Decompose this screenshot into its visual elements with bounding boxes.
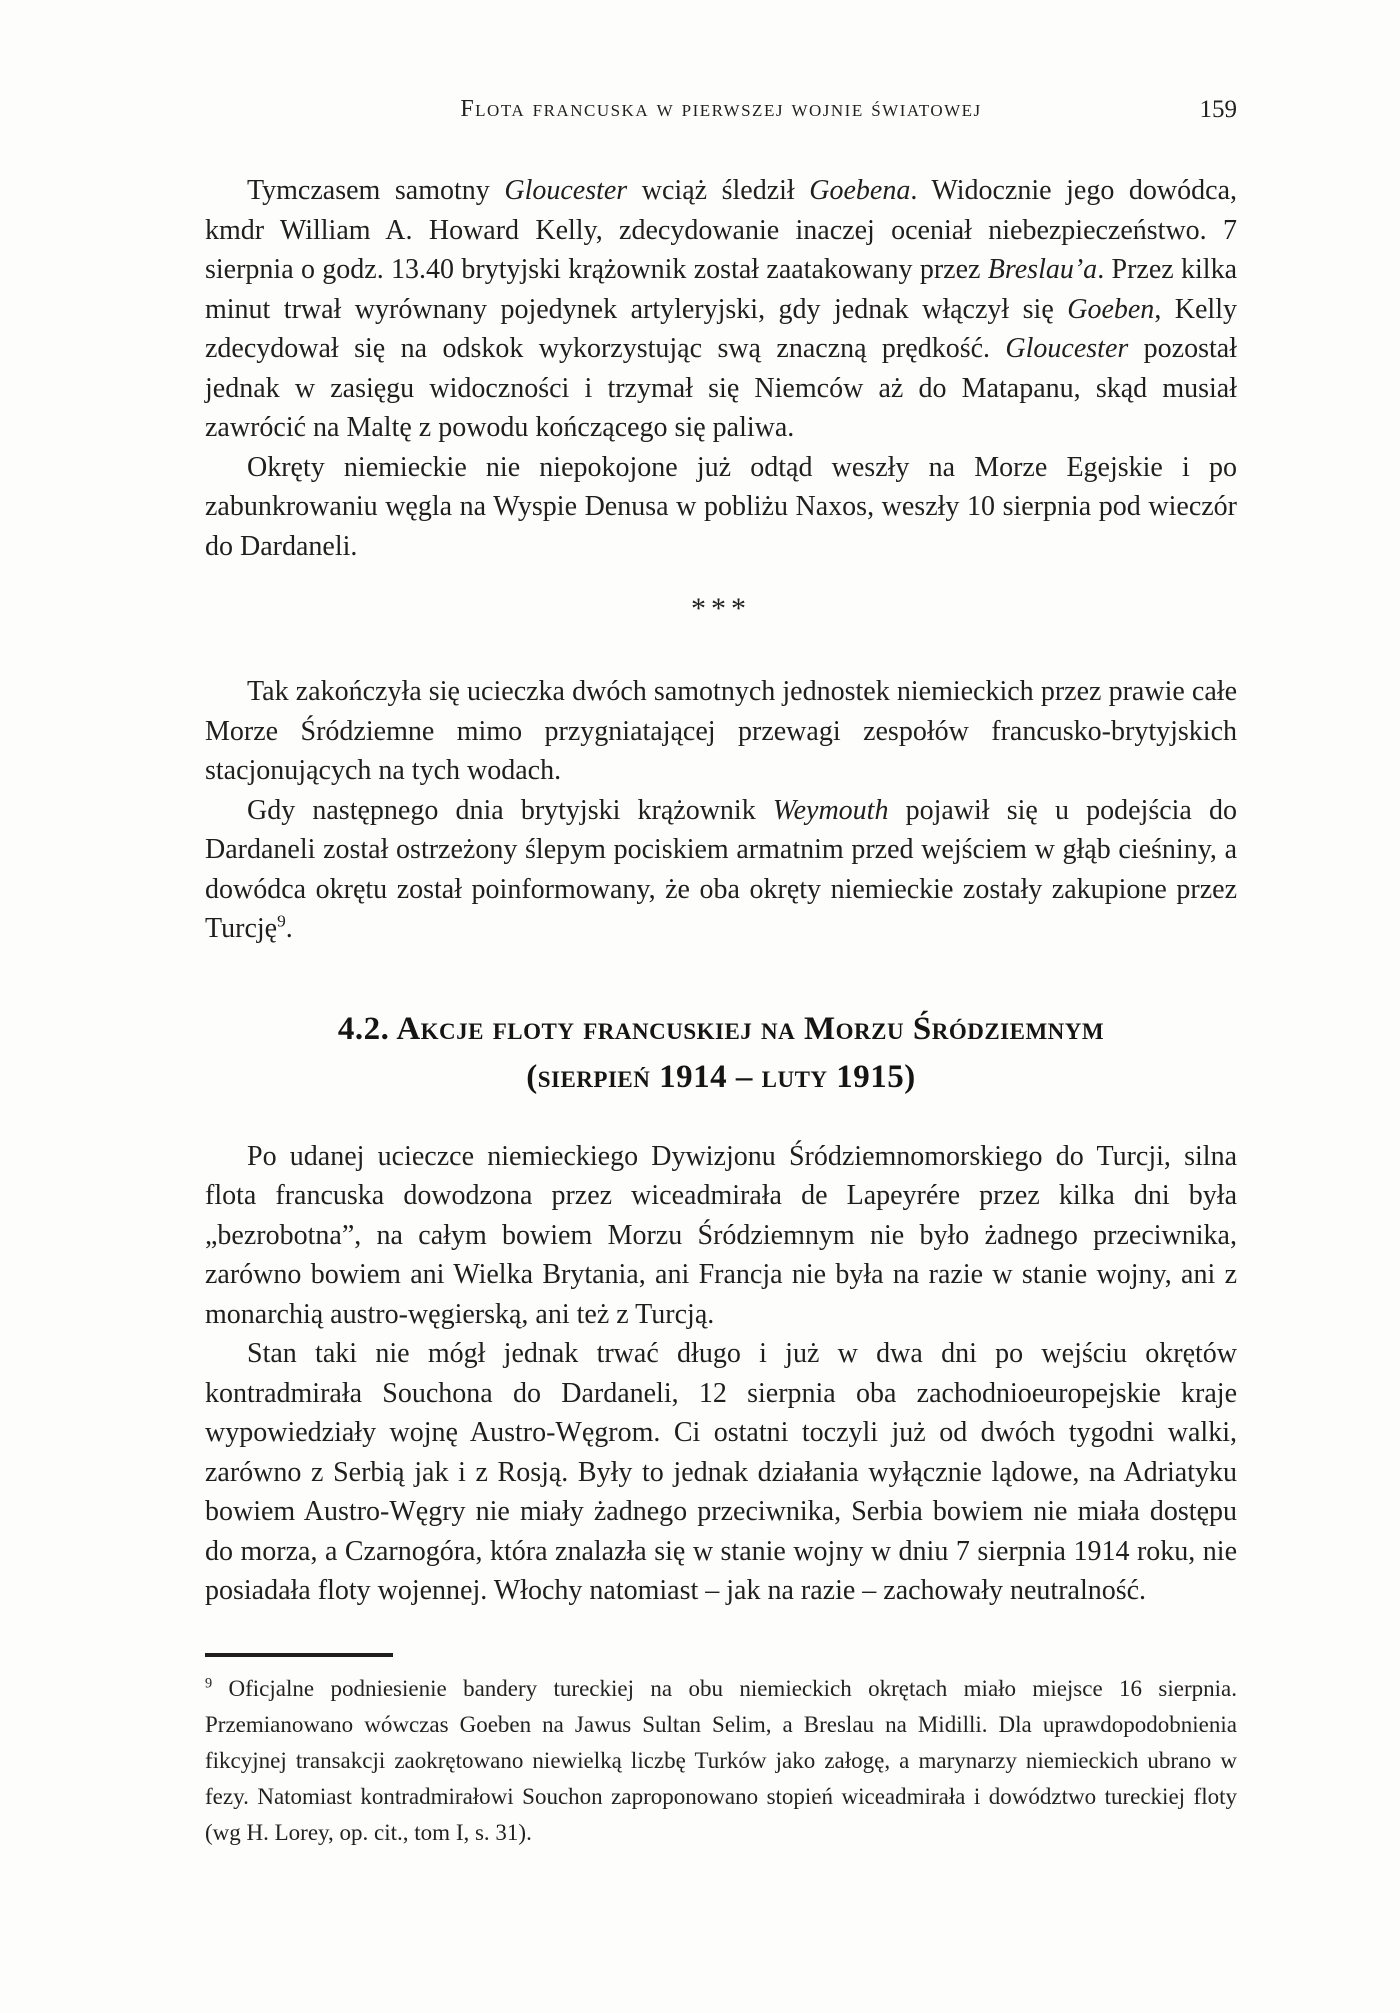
paragraph: Gdy następnego dnia brytyjski krążownik Weymouth pojawił się u podejścia do Dardaneli został ostrzeżony ślepym pociskiem armatnim przed wejściem w głąb cieśniny, a dowódca okrętu został poinformowany, że oba okręty niemieckie zostały zakupione przez Turcję$^9$.: [205, 794, 1238, 944]
footnote-rule: [205, 1653, 393, 1657]
section-heading: [205, 1005, 1237, 1101]
paragraph: Okręty niemieckie nie niepokojone już odtąd weszły na Morze Egejskie i po zabunkrowaniu węgla na Wyspie Denusa w pobliżu Naxos, weszły 10 sierpnia pod wieczór do Dardaneli.: [205, 451, 1237, 562]
asterisk-separator: ***: [691, 592, 751, 625]
page-number: 159: [1199, 96, 1237, 123]
paragraph: Stan taki nie mógł jednak trwać długo i już w dwa dni po wejściu okrętów kontradmirała Souchona do Dardaneli, 12 sierpnia oba zachodnioeuropejskie kraje wypowiedziały wojnę Austro-Węgrom. Ci ostatni toczyli już od dwóch tygodni walki, zarówno z Serbią jak i z Rosją. Były to jednak działania wyłącznie lądowe, na Adriatyku bowiem Austro-Węgry nie miały żadnego przeciwnika, Serbia bowiem nie miała dostępu do morza, a Czarnogóra, która znalazła się w stanie wojny w dniu 7 sierpnia 1914 roku, nie posiadała floty wojennej. Włochy natomiast – jak na razie – zachowały neutralność.: [205, 1338, 1237, 1606]
footnote: $^9$ Oficjalne podniesienie bandery tureckiej na obu niemieckich okrętach miało miejsce 16 sierpnia. Przemianowano wówczas Goeben na Jawus Sultan Selim, a Breslau na Midilli. Dla uprawdopodobnienia fikcyjnej transakcji zaokrętowano niewielką liczbę Turków jako załogę, a marynarzy niemieckich ubrano w fezy. Natomiast kontradmirałowi Souchon zaproponowano stopień wiceadmirała i dowództwo tureckiej floty (wg H. Lorey, op. cit., tom I, s. 31).: [205, 1674, 1237, 1845]
section-heading-line1: 4.2. Akcje floty francuskiej na Morzu Śródziemnym: [337, 1010, 1105, 1047]
running-header-title: Flota francuska w pierwszej wojnie światowej: [460, 96, 982, 122]
paragraph: Tymczasem samotny Gloucester wciąż śledził Goebena. Widocznie jego dowódca, kmdr William A. Howard Kelly, zdecydowanie inaczej oceniał niebezpieczeństwo. 7 sierpnia o godz. 13.40 brytyjski krążownik został zaatakowany przez Breslau’a. Przez kilka minut trwał wyrównany pojedynek artyleryjski, gdy jednak włączył się Goeben, Kelly zdecydował się na odskok wykorzystując swą znaczną prędkość. Gloucester pozostał jednak w zasięgu widoczności i trzymał się Niemców aż do Matapanu, skąd musiał zawrócić na Maltę z powodu kończącego się paliwa.: [205, 175, 1238, 443]
section-heading-line2: (sierpień 1914 – luty 1915): [526, 1058, 916, 1095]
running-header: [205, 96, 1237, 123]
paragraph: Tak zakończyła się ucieczka dwóch samotnych jednostek niemieckich przez prawie całe Morze Śródziemne mimo przygniatającej przewagi zespołów francusko-brytyjskich stacjonujących na tych wodach.: [205, 676, 1237, 786]
paragraph: Po udanej ucieczce niemieckiego Dywizjonu Śródziemnomorskiego do Turcji, silna flota francuska dowodzona przez wiceadmirała de Lapeyrére przez kilka dni była „bezrobotna”, na całym bowiem Morzu Śródziemnym nie było żadnego przeciwnika, zarówno bowiem ani Wielka Brytania, ani Francja nie była na razie w stanie wojny, ani z monarchią austro-węgierską, ani też z Turcją.: [205, 1140, 1237, 1330]
